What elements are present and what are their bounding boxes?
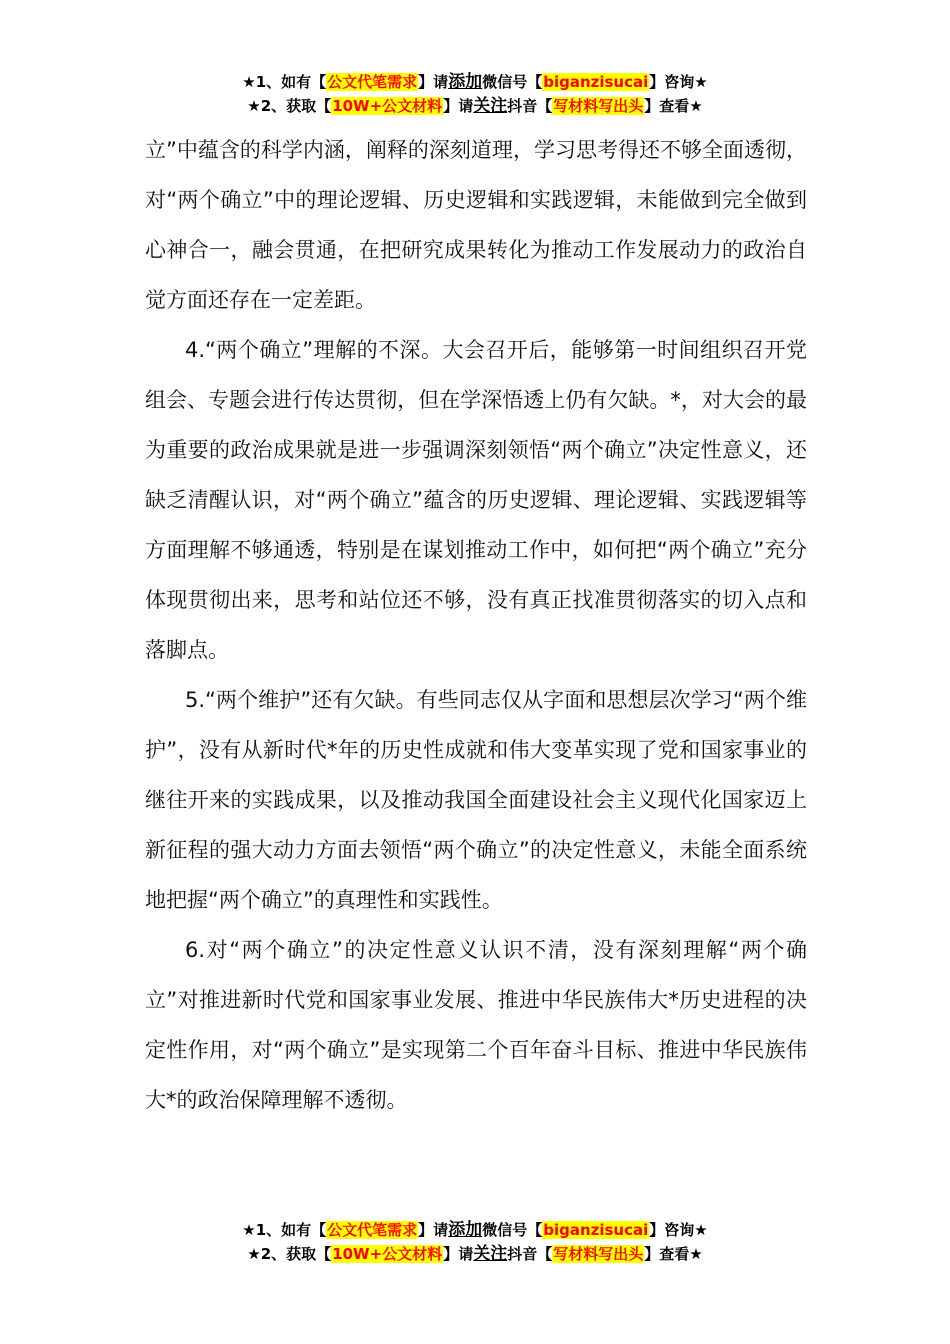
- banner-text: 】查看★: [644, 97, 703, 115]
- banner-text: ★2、获取【: [247, 1245, 332, 1263]
- banner-emphasis: 添加: [448, 1220, 483, 1240]
- banner-text: 】查看★: [644, 1245, 703, 1263]
- banner-highlight: 10W+公文材料: [332, 97, 443, 115]
- banner-text: 微信号【: [482, 73, 543, 91]
- banner-text: 】请: [443, 1245, 474, 1263]
- document-body: [145, 125, 807, 1125]
- banner-text: 】咨询★: [649, 73, 708, 91]
- header-banner: [0, 70, 950, 118]
- banner-text: ★2、获取【: [247, 97, 332, 115]
- banner-emphasis: 关注: [473, 1244, 508, 1264]
- banner-text: 】请: [418, 73, 449, 91]
- banner-text: 抖音【: [507, 1245, 553, 1263]
- paragraph: 立”中蕴含的科学内涵，阐释的深刻道理，学习思考得还不够全面透彻，对“两个确立”中的理论逻辑、历史逻辑和实践逻辑，未能做到完全做到心神合一，融会贯通，在把研究成果转化为推动工作发展动力的政治自觉方面还存在一定差距。: [145, 138, 807, 312]
- paragraph: 6.对“两个确立”的决定性意义认识不清，没有深刻理解“两个确立”对推进新时代党和国家事业发展、推进中华民族伟大*历史进程的决定性作用，对“两个确立”是实现第二个百年奋斗目标、推进中华民族伟大*的政治保障理解不透彻。: [145, 938, 807, 1112]
- banner-highlight: 公文代笔需求: [327, 73, 418, 91]
- paragraph: 4.“两个确立”理解的不深。大会召开后，能够第一时间组织召开党组会、专题会进行传达贯彻，但在学深悟透上仍有欠缺。*，对大会的最为重要的政治成果就是进一步强调深刻领悟“两个确立”决定性意义，还缺乏清醒认识，对“两个确立”蕴含的历史逻辑、理论逻辑、实践逻辑等方面理解不够通透，特别是在谋划推动工作中，如何把“两个确立”充分体现贯彻出来，思考和站位还不够，没有真正找准贯彻落实的切入点和落脚点。: [145, 338, 807, 662]
- banner-text: 微信号【: [482, 1221, 543, 1239]
- banner-highlight: 10W+公文材料: [332, 1245, 443, 1263]
- footer-banner: [0, 1218, 950, 1266]
- banner-text: 抖音【: [507, 97, 553, 115]
- banner-highlight: 写材料写出头: [553, 97, 644, 115]
- banner-text: 】咨询★: [649, 1221, 708, 1239]
- banner-line-2: [0, 1242, 950, 1266]
- banner-line-1: [0, 70, 950, 94]
- banner-highlight: 公文代笔需求: [327, 1221, 418, 1239]
- banner-highlight: biganzisucai: [543, 73, 649, 91]
- banner-line-2: [0, 94, 950, 118]
- banner-text: 】请: [443, 97, 474, 115]
- banner-emphasis: 添加: [448, 72, 483, 92]
- banner-text: 】请: [418, 1221, 449, 1239]
- banner-text: ★1、如有【: [242, 73, 327, 91]
- banner-text: ★1、如有【: [242, 1221, 327, 1239]
- banner-highlight: biganzisucai: [543, 1221, 649, 1239]
- banner-highlight: 写材料写出头: [553, 1245, 644, 1263]
- banner-line-1: [0, 1218, 950, 1242]
- banner-emphasis: 关注: [473, 96, 508, 116]
- paragraph: 5.“两个维护”还有欠缺。有些同志仅从字面和思想层次学习“两个维护”，没有从新时代*年的历史性成就和伟大变革实现了党和国家事业的继往开来的实践成果，以及推动我国全面建设社会主义现代化国家迈上新征程的强大动力方面去领悟“两个确立”的决定性意义，未能全面系统地把握“两个确立”的真理性和实践性。: [145, 688, 807, 912]
